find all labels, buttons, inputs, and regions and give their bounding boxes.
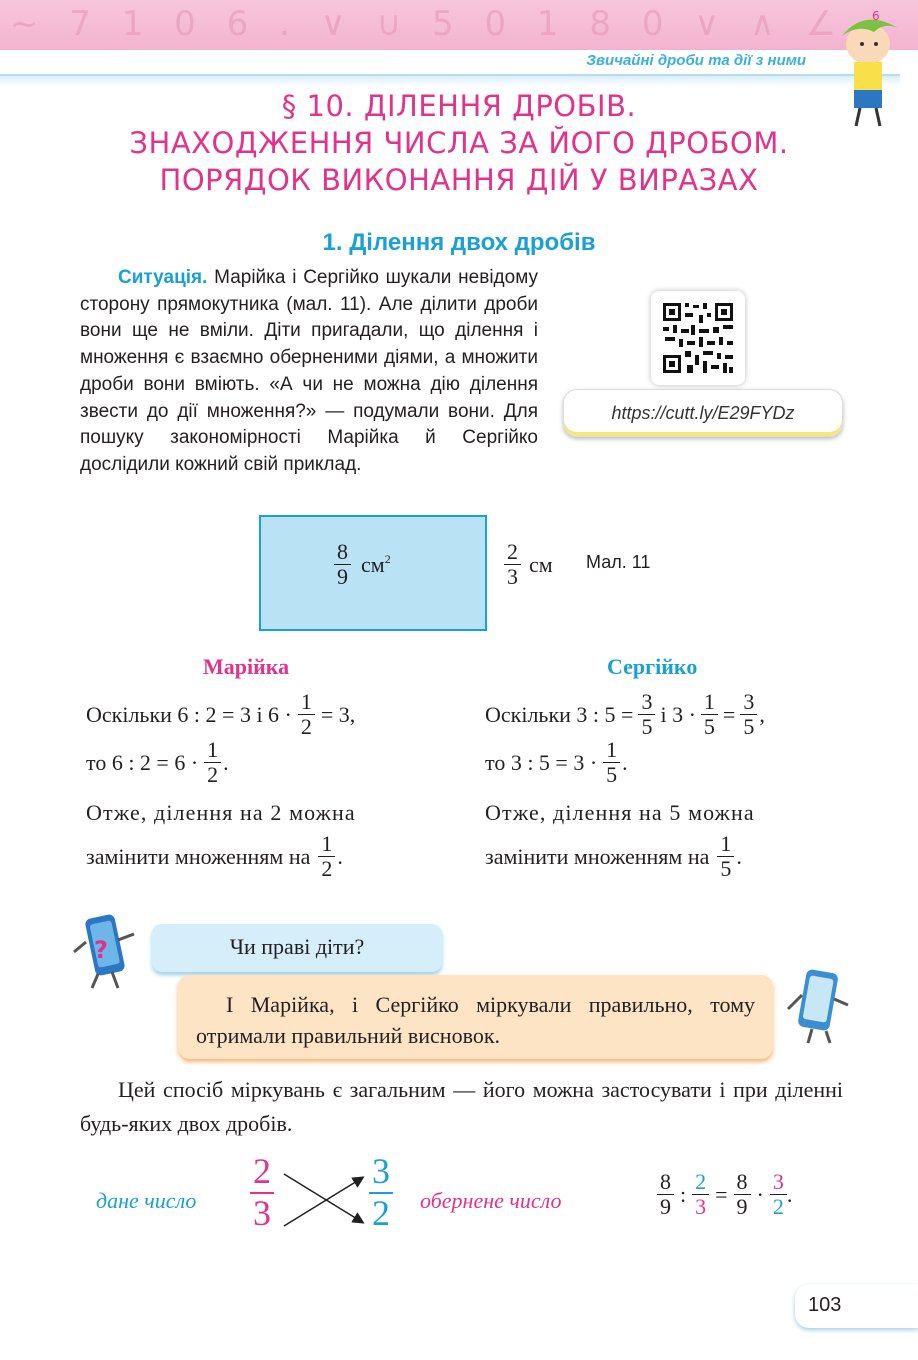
denominator: 5 xyxy=(641,714,653,740)
serhiiko-l4a: замінити множенням на xyxy=(485,843,710,869)
title-line-1: § 10. ДІЛЕННЯ ДРОБІВ. xyxy=(281,89,637,123)
numerator: 1 xyxy=(318,832,335,857)
area-denominator: 9 xyxy=(337,564,348,590)
inverse-frac xyxy=(369,1152,393,1233)
mariika-name: Марійка xyxy=(203,654,290,679)
side-denominator: 3 xyxy=(507,564,518,590)
example-frac-a xyxy=(657,1170,674,1219)
numerator: 1 xyxy=(701,690,718,715)
numerator: 8 xyxy=(734,1170,751,1195)
serhiiko-l2b: . xyxy=(622,749,628,775)
given-frac xyxy=(250,1152,274,1233)
serhiiko-line-4 xyxy=(485,832,742,881)
denominator: 9 xyxy=(660,1194,671,1220)
serhiiko-l2a: то 3 : 5 = 3 · xyxy=(485,749,598,775)
serhiiko-line-3: Отже, ділення на 5 можна xyxy=(485,800,755,825)
header-band xyxy=(0,74,900,86)
numerator: 1 xyxy=(204,738,221,763)
section-heading: 1. Ділення двох дробів xyxy=(322,229,596,256)
answer-text: І Марійка, і Сергійко міркували правильно, тому отримали правильний висновок. xyxy=(196,992,755,1048)
serhiiko-l1a: Оскільки 3 : 5 = xyxy=(485,701,634,727)
denominator: 2 xyxy=(772,1194,784,1220)
numerator: 2 xyxy=(692,1170,709,1195)
svg-text:6: 6 xyxy=(872,9,880,23)
mariika-reasoning xyxy=(86,690,436,910)
mariika-frac-2 xyxy=(204,738,221,787)
example-frac-c xyxy=(734,1170,751,1219)
chapter-subject: Звичайні дроби та дії з ними xyxy=(586,52,806,69)
mariika-line-1 xyxy=(86,690,355,739)
serhiiko-line-1 xyxy=(485,690,765,739)
serhiiko-frac-2 xyxy=(701,690,718,739)
question-bubble: Чи праві діти? xyxy=(152,924,442,972)
given-fraction xyxy=(250,1152,274,1233)
phone-character-icon xyxy=(782,965,852,1045)
serhiiko-l1e: , xyxy=(759,701,765,727)
situation-text: Марійка і Сергійко шукали невідому сторону прямокутника (мал. 11). Але ділити дроби вони ще не вміли. Діти пригадали, що ділення і множення є взаємно оберненими діями, а множити дроби вони вміють. «А чи не можна дію ділення звести до дії множення?» — подумали вони. Для пошуку закономірності Марійка й Сергійко дослідили кожний свій приклад. xyxy=(80,267,538,475)
mariika-l2a: то 6 : 2 = 6 · xyxy=(86,749,199,775)
mariika-line-3: Отже, ділення на 2 можна xyxy=(86,800,356,825)
title-line-2: ЗНАХОДЖЕННЯ ЧИСЛА ЗА ЙОГО ДРОБОМ. xyxy=(129,126,789,160)
denominator: 9 xyxy=(736,1194,748,1220)
qr-code-icon xyxy=(651,291,745,385)
denominator: 2 xyxy=(300,714,312,740)
situation-label: Ситуація. xyxy=(118,267,208,288)
dot-sign: · xyxy=(756,1181,764,1207)
serhiiko-l1c: = xyxy=(722,701,736,727)
conclusion-paragraph xyxy=(80,1073,843,1141)
title-line-3: ПОРЯДОК ВИКОНАННЯ ДІЙ У ВИРАЗАХ xyxy=(159,163,759,197)
top-banner xyxy=(0,0,918,50)
denominator: 5 xyxy=(703,714,715,740)
numerator: 3 xyxy=(770,1170,787,1195)
phone-character-question-icon xyxy=(72,912,142,992)
resource-link[interactable]: https://cutt.ly/E29FYDz xyxy=(563,389,843,437)
inverse-numerator: 3 xyxy=(369,1152,393,1194)
decorative-symbols: ~ 7 1 0 6 . ∨ ∪ 5 0 1 8 0 ∨ ∧ ∠ xyxy=(10,4,847,44)
mariika-l4b: . xyxy=(337,843,343,869)
denominator: 2 xyxy=(207,762,219,788)
given-number-label: дане число xyxy=(96,1188,197,1213)
mariika-l1b: = 3, xyxy=(320,701,356,727)
numerator: 1 xyxy=(298,690,315,715)
denominator: 3 xyxy=(695,1194,707,1220)
situation-paragraph xyxy=(80,265,538,479)
area-exponent: 2 xyxy=(384,552,391,567)
numerator: 1 xyxy=(603,738,620,763)
svg-text:?: ? xyxy=(94,936,108,964)
example-frac-d xyxy=(770,1170,787,1219)
equals-sign: = xyxy=(715,1181,728,1207)
example-frac-b xyxy=(692,1170,709,1219)
denominator: 2 xyxy=(321,856,333,882)
given-numerator: 2 xyxy=(250,1152,274,1194)
mariika-frac-4 xyxy=(318,832,335,881)
serhiiko-l1b: і 3 · xyxy=(660,701,696,727)
denominator: 5 xyxy=(606,762,618,788)
side-unit: см xyxy=(529,551,553,577)
denominator: 5 xyxy=(743,714,755,740)
rectangle-area xyxy=(334,540,391,589)
serhiiko-frac-5 xyxy=(717,832,734,881)
numerator: 8 xyxy=(657,1170,674,1195)
answer-bubble xyxy=(178,975,773,1059)
qr-code[interactable] xyxy=(651,291,745,385)
side-numerator: 2 xyxy=(504,540,521,565)
numerator: 1 xyxy=(717,832,734,857)
rectangle-side xyxy=(504,540,553,589)
division-example xyxy=(657,1170,792,1219)
mariika-line-2 xyxy=(86,738,229,787)
mariika-frac-1 xyxy=(298,690,315,739)
numerator: 3 xyxy=(638,690,655,715)
mariika-l1a: Оскільки 6 : 2 = 3 і 6 · xyxy=(86,701,292,727)
area-fraction xyxy=(334,540,351,589)
period: . xyxy=(786,1181,793,1207)
mariika-l4a: замінити множенням на xyxy=(86,843,311,869)
conclusion-text: Цей спосіб міркувань є загальним — його можна застосувати і при діленні будь-яких двох дробів. xyxy=(80,1077,843,1136)
side-fraction xyxy=(504,540,521,589)
numerator: 3 xyxy=(740,690,757,715)
inverse-fraction xyxy=(369,1152,393,1233)
mariika-line-4 xyxy=(86,832,343,881)
serhiiko-reasoning xyxy=(485,690,845,910)
area-unit: см xyxy=(361,551,385,577)
inverse-number-label: обернене число xyxy=(420,1188,562,1213)
inverse-denominator: 2 xyxy=(372,1192,390,1233)
swap-arrows-icon xyxy=(280,1170,370,1230)
serhiiko-l4b: . xyxy=(736,843,742,869)
serhiiko-name: Сергійко xyxy=(607,654,698,679)
area-numerator: 8 xyxy=(334,540,351,565)
serhiiko-frac-3 xyxy=(740,690,757,739)
given-denominator: 3 xyxy=(253,1192,271,1233)
mariika-l2b: . xyxy=(223,749,229,775)
paragraph-title xyxy=(0,88,918,199)
denominator: 5 xyxy=(720,856,732,882)
serhiiko-frac-4 xyxy=(603,738,620,787)
serhiiko-frac-1 xyxy=(638,690,655,739)
figure-caption: Мал. 11 xyxy=(586,552,651,572)
page-number: 103 xyxy=(808,1294,842,1316)
serhiiko-line-2 xyxy=(485,738,628,787)
colon-sign: : xyxy=(680,1181,687,1207)
